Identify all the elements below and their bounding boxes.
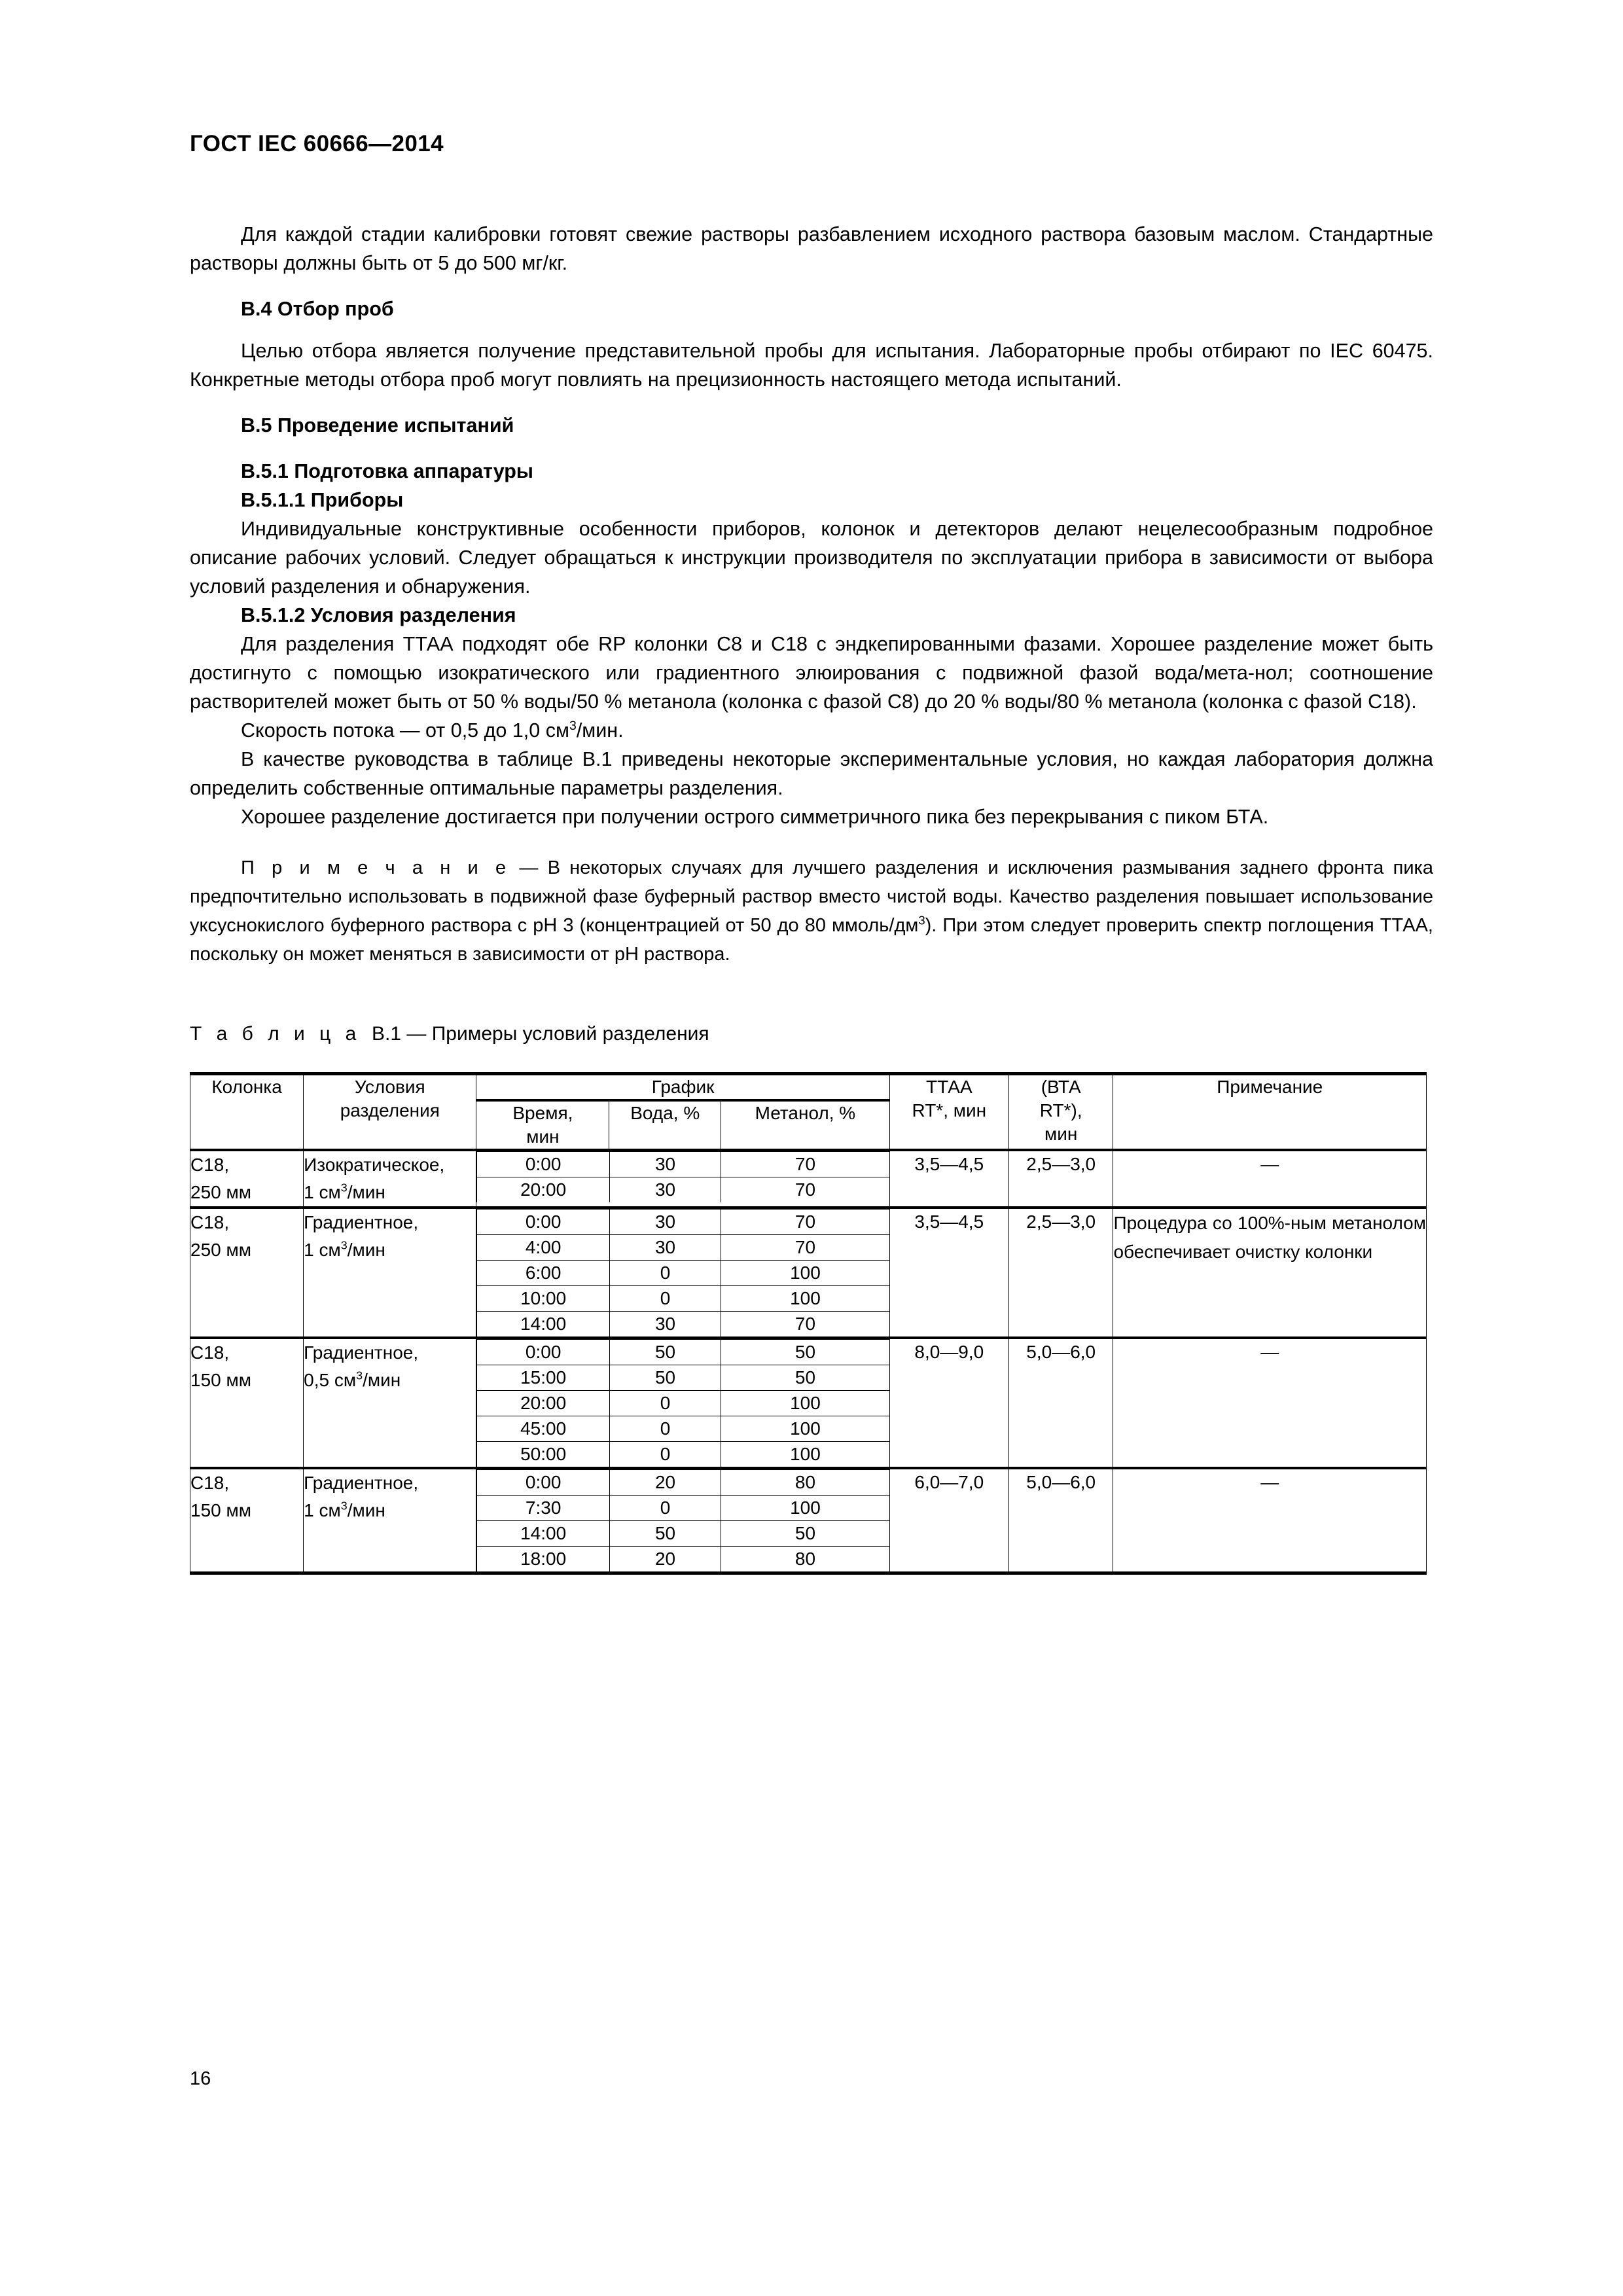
cell-time: 6:00 <box>477 1261 609 1286</box>
cell-conditions-mode: Градиентное, <box>304 1212 419 1232</box>
cell-water: 20 <box>609 1547 721 1572</box>
cell-conditions-mode: Градиентное, <box>304 1473 419 1493</box>
header-bta-rt <box>1008 1074 1113 1151</box>
cell-time: 20:00 <box>477 1177 609 1203</box>
heading-b4: В.4 Отбор проб <box>241 298 394 320</box>
table-caption-word: Т а б л и ц а <box>190 1023 361 1045</box>
schedule-row <box>477 1340 889 1365</box>
cell-graph-schedule <box>476 1468 889 1573</box>
schedule-row <box>477 1442 889 1467</box>
schedule-row <box>477 1235 889 1261</box>
cell-methanol: 100 <box>721 1442 889 1467</box>
cell-time: 20:00 <box>477 1391 609 1416</box>
cell-flow-unit: /мин <box>347 1182 385 1202</box>
paragraph-flow-rate <box>190 716 1433 745</box>
cell-bta-rt: 5,0—6,0 <box>1008 1468 1113 1573</box>
schedule-row <box>477 1365 889 1391</box>
header-column: Колонка <box>190 1074 304 1151</box>
paragraph-good-separation: Хорошее разделение достигается при получении острого симметричного пика без перекрывания с пиком БТА. <box>241 806 1269 828</box>
cell-bta-rt: 5,0—6,0 <box>1008 1338 1113 1468</box>
cell-water: 0 <box>609 1286 721 1312</box>
cell-bta-rt: 2,5—3,0 <box>1008 1208 1113 1338</box>
graph-schedule-table <box>476 1339 889 1467</box>
heading-b5: В.5 Проведение испытаний <box>241 414 514 437</box>
schedule-row <box>477 1521 889 1547</box>
paragraph-guide: В качестве руководства в таблице В.1 приведены некоторые экспериментальные условия, но каждая лаборатория должна определить собственные оптимальные параметры разделения. <box>190 748 1433 799</box>
cell-column <box>190 1468 304 1573</box>
cell-time: 0:00 <box>477 1340 609 1365</box>
cell-methanol: 70 <box>721 1210 889 1235</box>
table-row <box>190 1468 1427 1573</box>
schedule-row <box>477 1261 889 1286</box>
cell-methanol: 70 <box>721 1312 889 1337</box>
paragraph-b512: Для разделения ТТАА подходят обе RP колонки С8 и С18 с эндкепированными фазами. Хорошее разделение может быть достигнуто с помощью изократического или градиентного элюирования с подвижной фазой вода/мета-нол; соотношение растворителей может быть от 50 % воды/50 % метанола (колонка с фазой С8) до 20 % воды/80 % метанола (колонка с фазой С18). <box>190 633 1433 713</box>
cell-methanol: 50 <box>721 1340 889 1365</box>
cell-flow-exponent: 3 <box>340 1499 348 1513</box>
header-remark: Примечание <box>1113 1074 1427 1151</box>
header-bta-line3: мин <box>1044 1124 1078 1144</box>
note-text-part2: ). При этом следует проверить спектр поглощения ТТАА, поскольку он может меняться в зависимости от рН раствора. <box>190 915 1433 965</box>
cell-flow-unit: /мин <box>347 1500 385 1520</box>
cell-time: 45:00 <box>477 1416 609 1442</box>
cell-methanol: 70 <box>721 1235 889 1261</box>
table-caption-rest: В.1 — Примеры условий разделения <box>372 1023 709 1045</box>
paragraph-intro: Для каждой стадии калибровки готовят свежие растворы разбавлением исходного раствора базовым маслом. Стандартные растворы должны быть от 5 до 500 мг/кг. <box>190 223 1433 274</box>
cell-conditions-flow <box>304 1497 476 1524</box>
cell-water: 30 <box>609 1177 721 1203</box>
cell-conditions <box>304 1208 476 1338</box>
header-time <box>476 1100 609 1150</box>
cell-methanol: 80 <box>721 1547 889 1572</box>
cell-bta-rt: 2,5—3,0 <box>1008 1150 1113 1208</box>
cell-remark: — <box>1113 1468 1427 1573</box>
note-label: П р и м е ч а н и е <box>241 857 510 878</box>
paragraph-b4: Целью отбора является получение представительной пробы для испытания. Лабораторные пробы отбирают по IEC 60475. Конкретные методы отбора проб могут повлиять на прецизионность настоящего метода испытаний. <box>190 340 1433 391</box>
table-row <box>190 1150 1427 1208</box>
cell-conditions-flow <box>304 1179 476 1206</box>
document-header-title: ГОСТ IEC 60666—2014 <box>190 131 444 156</box>
cell-column-line2: 250 мм <box>190 1240 251 1260</box>
header-ttaa-line2: RT*, мин <box>912 1100 987 1121</box>
cell-flow-value: 0,5 см <box>304 1370 357 1390</box>
note-text-part1: В некоторых случаях для лучшего разделения и исключения размывания заднего фронта пика предпочтительно использовать в подвижной фазе буферный раствор вместо чистой воды. Качество разделения повышает использование уксуснокислого буферного раствора с рН 3 (концентрацией от 50 до 80 ммоль/дм <box>190 857 1433 936</box>
page-content <box>190 131 1433 1575</box>
table-row <box>190 1208 1427 1338</box>
cell-conditions <box>304 1338 476 1468</box>
schedule-row <box>477 1470 889 1496</box>
cell-flow-value: 1 см <box>304 1182 341 1202</box>
schedule-row <box>477 1286 889 1312</box>
cell-methanol: 100 <box>721 1496 889 1521</box>
cell-water: 0 <box>609 1261 721 1286</box>
cell-methanol: 100 <box>721 1261 889 1286</box>
flow-rate-text: Скорость потока — от 0,5 до 1,0 см <box>241 719 569 742</box>
cell-water: 0 <box>609 1442 721 1467</box>
note-paragraph <box>190 853 1433 969</box>
cell-column-line1: С18, <box>190 1212 230 1232</box>
cell-water: 20 <box>609 1470 721 1496</box>
schedule-row <box>477 1177 889 1203</box>
table-body <box>190 1150 1427 1573</box>
header-ttaa-line1: ТТАА <box>925 1077 972 1097</box>
cell-water: 0 <box>609 1496 721 1521</box>
cell-methanol: 100 <box>721 1416 889 1442</box>
heading-b51: В.5.1 Подготовка аппаратуры <box>241 460 533 482</box>
cell-remark: — <box>1113 1150 1427 1208</box>
cell-water: 50 <box>609 1340 721 1365</box>
cell-time: 50:00 <box>477 1442 609 1467</box>
flow-rate-unit: /мин. <box>576 719 624 742</box>
header-conditions <box>304 1074 476 1151</box>
schedule-row <box>477 1547 889 1572</box>
cell-ttaa-rt: 3,5—4,5 <box>889 1150 1008 1208</box>
cell-flow-unit: /мин <box>347 1240 385 1260</box>
graph-schedule-table <box>476 1151 889 1202</box>
header-bta-line1: (ВТА <box>1041 1077 1081 1097</box>
table-head <box>190 1074 1427 1151</box>
cell-water: 30 <box>609 1210 721 1235</box>
header-bta-line2: RT*), <box>1039 1100 1082 1121</box>
cell-time: 0:00 <box>477 1210 609 1235</box>
cell-column-line2: 150 мм <box>190 1370 251 1390</box>
cell-time: 7:30 <box>477 1496 609 1521</box>
cell-conditions <box>304 1150 476 1208</box>
cell-time: 14:00 <box>477 1312 609 1337</box>
schedule-row <box>477 1152 889 1177</box>
cell-conditions-flow <box>304 1236 476 1264</box>
cell-time: 0:00 <box>477 1152 609 1177</box>
cell-column-line1: С18, <box>190 1155 230 1175</box>
heading-b512: В.5.1.2 Условия разделения <box>241 604 516 626</box>
cell-methanol: 80 <box>721 1470 889 1496</box>
cell-water: 30 <box>609 1312 721 1337</box>
cell-methanol: 50 <box>721 1365 889 1391</box>
cell-water: 30 <box>609 1152 721 1177</box>
header-graph: График <box>476 1074 889 1101</box>
cell-flow-value: 1 см <box>304 1240 341 1260</box>
cell-water: 50 <box>609 1365 721 1391</box>
paragraph-b511: Индивидуальные конструктивные особенности приборов, колонок и детекторов делают нецелесообразным подробное описание рабочих условий. Следует обращаться к инструкции производителя по эксплуатации прибора в зависимости от выбора условий разделения и обнаружения. <box>190 518 1433 598</box>
cell-flow-unit: /мин <box>363 1370 401 1390</box>
cell-flow-exponent: 3 <box>340 1181 348 1194</box>
cell-time: 10:00 <box>477 1286 609 1312</box>
cell-time: 14:00 <box>477 1521 609 1547</box>
cell-conditions-flow <box>304 1367 476 1394</box>
cell-remark: Процедура со 100%-ным метанолом обеспечивает очистку колонки <box>1113 1208 1427 1338</box>
cell-graph-schedule <box>476 1338 889 1468</box>
graph-schedule-table <box>476 1469 889 1571</box>
cell-water: 0 <box>609 1391 721 1416</box>
table-header-row-1 <box>190 1074 1427 1101</box>
header-conditions-line2: разделения <box>340 1100 440 1121</box>
cell-methanol: 70 <box>721 1177 889 1203</box>
schedule-row <box>477 1391 889 1416</box>
note-exponent: 3 <box>918 913 925 927</box>
cell-ttaa-rt: 6,0—7,0 <box>889 1468 1008 1573</box>
cell-water: 0 <box>609 1416 721 1442</box>
table-caption <box>190 1020 1433 1049</box>
separation-conditions-table <box>190 1072 1427 1575</box>
header-water: Вода, % <box>609 1100 721 1150</box>
header-time-line2: мин <box>526 1126 560 1147</box>
heading-b511: В.5.1.1 Приборы <box>241 489 404 511</box>
table-row <box>190 1338 1427 1468</box>
header-conditions-line1: Условия <box>354 1077 425 1097</box>
cell-water: 50 <box>609 1521 721 1547</box>
cell-conditions <box>304 1468 476 1573</box>
flow-rate-exponent: 3 <box>569 718 577 733</box>
cell-time: 0:00 <box>477 1470 609 1496</box>
cell-column <box>190 1338 304 1468</box>
page-number: 16 <box>190 2068 211 2089</box>
schedule-row <box>477 1416 889 1442</box>
schedule-row <box>477 1312 889 1337</box>
cell-ttaa-rt: 8,0—9,0 <box>889 1338 1008 1468</box>
cell-methanol: 70 <box>721 1152 889 1177</box>
schedule-row <box>477 1210 889 1235</box>
cell-time: 4:00 <box>477 1235 609 1261</box>
header-time-line1: Время, <box>512 1103 573 1123</box>
cell-flow-exponent: 3 <box>340 1238 348 1252</box>
note-dash: — <box>510 857 548 878</box>
cell-methanol: 100 <box>721 1391 889 1416</box>
cell-column <box>190 1150 304 1208</box>
cell-methanol: 50 <box>721 1521 889 1547</box>
cell-time: 15:00 <box>477 1365 609 1391</box>
cell-flow-exponent: 3 <box>356 1369 363 1382</box>
cell-remark: — <box>1113 1338 1427 1468</box>
cell-flow-value: 1 см <box>304 1500 341 1520</box>
cell-column <box>190 1208 304 1338</box>
cell-methanol: 100 <box>721 1286 889 1312</box>
cell-water: 30 <box>609 1235 721 1261</box>
cell-graph-schedule <box>476 1208 889 1338</box>
schedule-row <box>477 1496 889 1521</box>
cell-time: 18:00 <box>477 1547 609 1572</box>
cell-graph-schedule <box>476 1150 889 1208</box>
cell-column-line2: 250 мм <box>190 1182 251 1202</box>
cell-ttaa-rt: 3,5—4,5 <box>889 1208 1008 1338</box>
cell-conditions-mode: Градиентное, <box>304 1342 419 1363</box>
cell-column-line2: 150 мм <box>190 1500 251 1520</box>
header-methanol: Метанол, % <box>721 1100 890 1150</box>
cell-column-line1: С18, <box>190 1342 230 1363</box>
header-ttaa-rt <box>889 1074 1008 1151</box>
graph-schedule-table <box>476 1209 889 1336</box>
cell-conditions-mode: Изократическое, <box>304 1155 445 1175</box>
cell-column-line1: С18, <box>190 1473 230 1493</box>
